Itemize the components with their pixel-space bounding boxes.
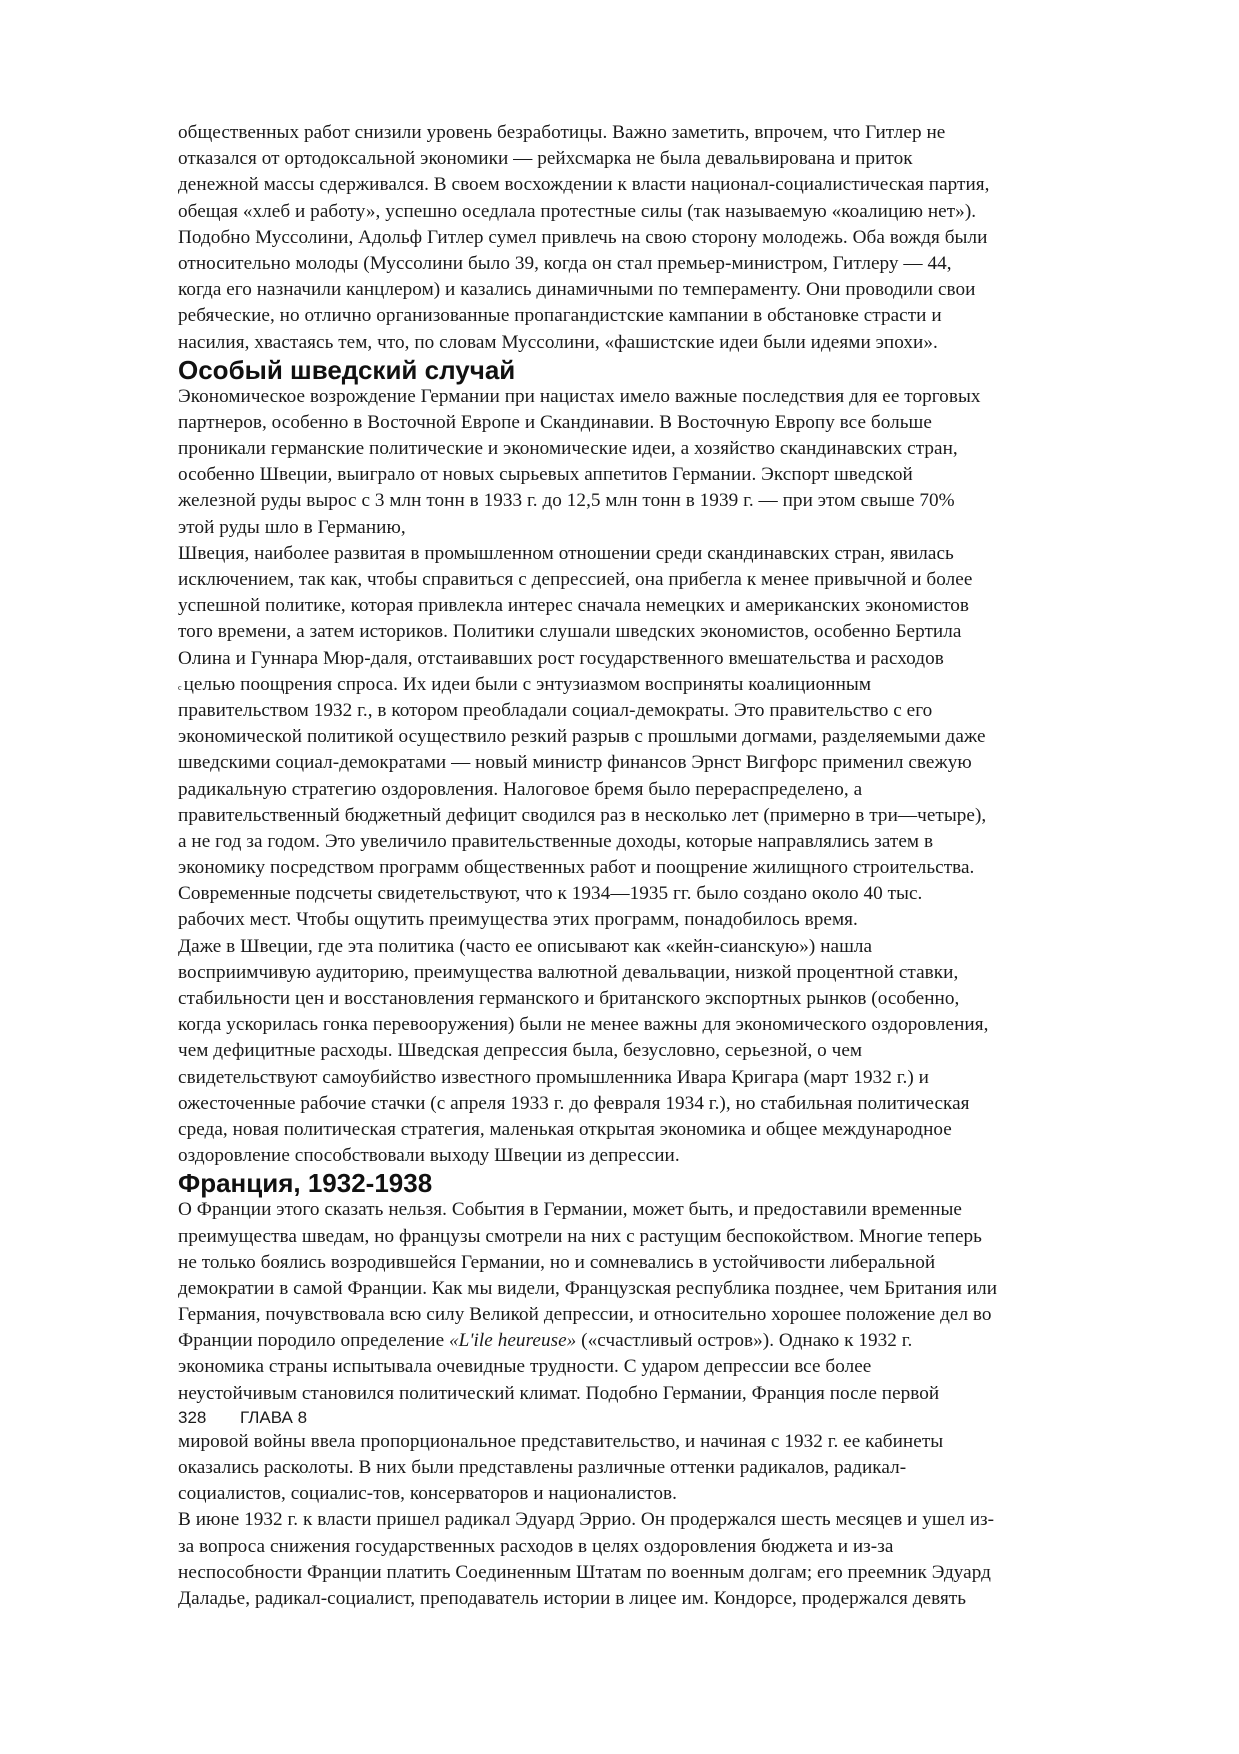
text-span: целью поощрения спроса. Их идеи были с энтузиазмом восприняты коалиционным	[183, 673, 872, 695]
france-paragraph-2	[178, 1507, 1158, 1612]
text-line: демократии в самой Франции. Как мы видели, Французская республика позднее, чем Британия или	[178, 1277, 998, 1299]
text-line: проникали германские политические и экономические идеи, а хозяйство скандинавских стран,	[178, 438, 958, 460]
text-line: общественных работ снизили уровень безработицы. Важно заметить, впрочем, что Гитлер не	[178, 122, 946, 143]
text-line: ребяческие, но отлично организованные пропагандистские кампании в обстановке страсти и	[178, 305, 942, 327]
text-line: неспособности Франции платить Соединенным Штатам по военным долгам; его преемник Эдуард	[178, 1561, 991, 1583]
page-footer	[178, 1407, 1158, 1429]
text-line: когда ускорилась гонка перевооружения) были не менее важны для экономического оздоровления,	[178, 1014, 989, 1036]
text-line: среда, новая политическая стратегия, маленькая открытая экономика и общее международное	[178, 1118, 952, 1140]
text-line: партнеров, особенно в Восточной Европе и Скандинавии. В Восточную Европу все больше	[178, 411, 932, 433]
text-line: восприимчивую аудиторию, преимущества валютной девальвации, низкой процентной ставки,	[178, 961, 959, 983]
text-line	[178, 672, 1158, 698]
intro-paragraph	[178, 120, 1158, 356]
text-line: того времени, а затем историков. Политики слушали шведских экономистов, особенно Бертила	[178, 621, 962, 643]
text-line: оздоровление способствовали выходу Швеции из депрессии.	[178, 1145, 680, 1167]
text-line: насилия, хвастаясь тем, что, по словам Муссолини, «фашистские идеи были идеями эпохи».	[178, 331, 938, 353]
text-line: преимущества шведам, но французы смотрели на них с растущим беспокойством. Многие теперь	[178, 1225, 982, 1247]
text-line: экономической политикой осуществило резкий разрыв с прошлыми догмами, разделяемыми даже	[178, 726, 986, 748]
text-line: когда его назначили канцлером) и казались динамичными по темпераменту. Они проводили свои	[178, 279, 976, 301]
text-span: Франции породило определение	[178, 1330, 450, 1352]
text-line: О Франции этого сказать нельзя. События в Германии, может быть, и предоставили временные	[178, 1199, 962, 1221]
text-line: Даже в Швеции, где эта политика (часто ее описывают как «кейн-сианскую») нашла	[178, 935, 873, 957]
text-line: Подобно Муссолини, Адольф Гитлер сумел привлечь на свою сторону молодежь. Оба вождя были	[178, 226, 988, 248]
text-line: В июне 1932 г. к власти пришел радикал Эдуард Эррио. Он продержался шесть месяцев и ушел из-	[178, 1509, 995, 1531]
text-line: отказался от ортодоксальной экономики — рейхсмарка не была девальвирована и приток	[178, 148, 913, 170]
text-line: шведскими социал-демократами — новый министр финансов Эрнст Вигфорс применил свежую	[178, 752, 972, 774]
text-line: исключением, так как, чтобы справиться с депрессией, она прибегла к менее привычной и более	[178, 569, 973, 590]
page-number: 328	[178, 1407, 207, 1427]
text-line: свидетельствуют самоубийство известного промышленника Ивара Кригара (март 1932 г.) и	[178, 1066, 929, 1088]
text-line	[178, 1328, 1158, 1354]
text-line: оказались расколоты. В них были представлены различные оттенки радикалов, радикал-	[178, 1457, 907, 1478]
text-line: Даладье, радикал-социалист, преподаватель истории в лицее им. Кондорсе, продержался девять	[178, 1587, 967, 1609]
text-line: относительно молоды (Муссолини было 39, когда он стал премьер-министром, Гитлеру — 44,	[178, 252, 952, 274]
sweden-paragraph-1	[178, 384, 1158, 541]
text-line: правительственный бюджетный дефицит сводился раз в несколько лет (примерно в три—четыре),	[178, 804, 987, 826]
hanging-letter: с	[178, 682, 182, 692]
text-line: экономику посредством программ общественных работ и поощрение жилищного строительства.	[178, 857, 975, 879]
text-line: ожесточенные рабочие стачки (с апреля 1933 г. до февраля 1934 г.), но стабильная политическая	[178, 1092, 970, 1114]
text-line: Швеция, наиболее развитая в промышленном отношении среди скандинавских стран, явилась	[178, 542, 954, 564]
text-line: стабильности цен и восстановления германского и британского экспортных рынков (особенно,	[178, 988, 960, 1009]
text-line: денежной массы сдерживался. В своем восхождении к власти национал-социалистическая партия,	[178, 174, 990, 196]
text-line: обещая «хлеб и работу», успешно оседлала протестные силы (так называемую «коалицию нет»).	[178, 200, 977, 222]
text-line: мировой войны ввела пропорциональное представительство, и начиная с 1932 г. ее кабинеты	[178, 1430, 944, 1452]
text-line: а не год за годом. Это увеличило правительственные доходы, которые направлялись затем в	[178, 830, 934, 852]
sweden-paragraph-2	[178, 541, 1158, 934]
text-line: Современные подсчеты свидетельствуют, что к 1934—1935 гг. было создано около 40 тыс.	[178, 883, 923, 905]
text-line: этой руды шло в Германию,	[178, 516, 406, 538]
italic-phrase: «L'ile heureuse»	[449, 1330, 577, 1352]
text-line: Олина и Гуннара Мюр-даля, отстаивавших рост государственного вмешательства и расходов	[178, 647, 944, 669]
text-line: социалистов, социалис-тов, консерваторов и националистов.	[178, 1483, 677, 1505]
text-line: железной руды вырос с 3 млн тонн в 1933 г. до 12,5 млн тонн в 1939 г. — при этом свыше 70%	[178, 490, 955, 512]
text-line: рабочих мест. Чтобы ощутить преимущества этих программ, понадобилось время.	[178, 909, 858, 931]
text-line: особенно Швеции, выиграло от новых сырьевых аппетитов Германии. Экспорт шведской	[178, 464, 913, 486]
text-line: правительством 1932 г., в котором преобладали социал-демократы. Это правительство с его	[178, 699, 933, 721]
text-line: успешной политике, которая привлекла интерес сначала немецких и американских экономистов	[178, 595, 970, 617]
chapter-label: ГЛАВА 8	[240, 1407, 308, 1427]
text-span: («счастливый остров»). Однако к 1932 г.	[576, 1330, 913, 1352]
france-paragraph-1	[178, 1197, 1158, 1507]
section-heading-sweden: Особый шведский случай	[178, 354, 516, 385]
text-line: Германия, почувствовала всю силу Великой депрессии, и относительно хорошее положение дел во	[178, 1304, 992, 1326]
section-heading-france: Франция, 1932-1938	[178, 1168, 433, 1199]
document-page	[178, 120, 1158, 1612]
text-line: за вопроса снижения государственных расходов в целях оздоровления бюджета и из-за	[178, 1535, 894, 1557]
text-line: чем дефицитные расходы. Шведская депрессия была, безусловно, серьезной, о чем	[178, 1040, 863, 1062]
text-line: неустойчивым становился политический климат. Подобно Германии, Франция после первой	[178, 1382, 940, 1404]
text-line: Экономическое возрождение Германии при нацистах имело важные последствия для ее торговых	[178, 385, 981, 407]
text-line: не только боялись возродившейся Германии, но и сомневались в устойчивости либеральной	[178, 1251, 936, 1273]
text-line: радикальную стратегию оздоровления. Налоговое бремя было перераспределено, а	[178, 778, 863, 800]
sweden-paragraph-3	[178, 934, 1158, 1170]
text-line: экономика страны испытывала очевидные трудности. С ударом депрессии все более	[178, 1356, 872, 1378]
